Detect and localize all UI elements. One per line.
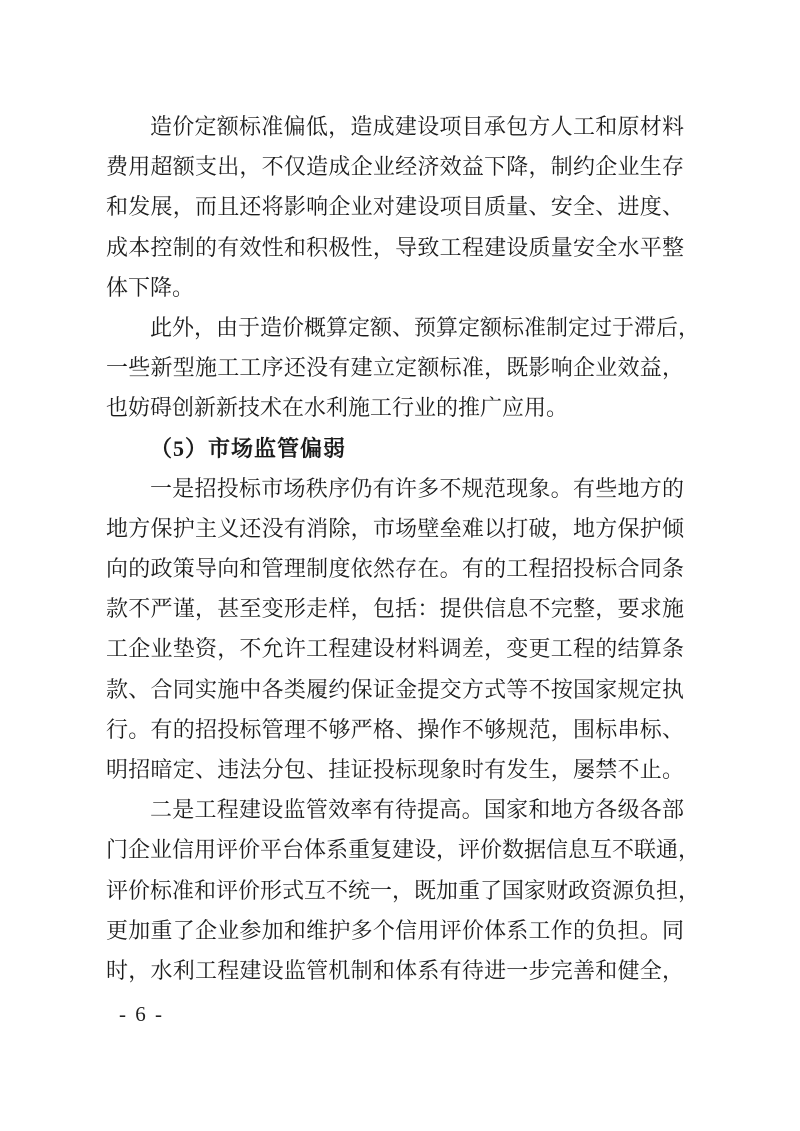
text-line: 费用超额支出，不仅造成企业经济效益下降，制约企业生存 xyxy=(106,154,684,180)
text-line: 款、合同实施中各类履约保证金提交方式等不按国家规定执 xyxy=(106,676,684,702)
text-line: 更加重了企业参加和维护多个信用评价体系工作的负担。同 xyxy=(106,917,684,943)
page-body xyxy=(106,107,701,991)
text-line: 一是招投标市场秩序仍有许多不规范现象。有些地方的 xyxy=(150,475,684,501)
text-line: 工企业垫资，不允许工程建设材料调差，变更工程的结算条 xyxy=(106,636,684,662)
text-line: 地方保护主义还没有消除，市场壁垒难以打破，地方保护倾 xyxy=(106,515,684,541)
section-heading: （5）市场监管偏弱 xyxy=(150,435,347,461)
text-line: 一些新型施工工序还没有建立定额标准，既影响企业效益， xyxy=(106,355,684,381)
text-line: 评价标准和评价形式互不统一，既加重了国家财政资源负担， xyxy=(106,877,701,903)
text-line: 门企业信用评价平台体系重复建设，评价数据信息互不联通， xyxy=(106,837,701,863)
page-number: - 6 - xyxy=(119,1002,164,1026)
text-line: 和发展，而且还将影响企业对建设项目质量、安全、进度、 xyxy=(106,194,684,220)
text-line: 此外，由于造价概算定额、预算定额标准制定过于滞后， xyxy=(150,314,701,340)
text-line: 也妨碍创新新技术在水利施工行业的推广应用。 xyxy=(106,395,569,421)
text-line: 款不严谨，甚至变形走样，包括：提供信息不完整，要求施 xyxy=(106,596,684,622)
text-line: 体下降。 xyxy=(106,274,195,300)
text-line: 向的政策导向和管理制度依然存在。有的工程招投标合同条 xyxy=(106,556,684,582)
text-line: 造价定额标准偏低，造成建设项目承包方人工和原材料 xyxy=(150,114,684,139)
text-line: 二是工程建设监管效率有待提高。国家和地方各级各部 xyxy=(150,797,684,823)
text-line: 成本控制的有效性和积极性，导致工程建设质量安全水平整 xyxy=(106,234,684,260)
text-line: 明招暗定、违法分包、挂证投标现象时有发生，屡禁不止。 xyxy=(106,757,684,782)
text-line: 时，水利工程建设监管机制和体系有待进一步完善和健全， xyxy=(106,957,684,983)
text-line: 行。有的招投标管理不够严格、操作不够规范，围标串标、 xyxy=(106,716,684,742)
